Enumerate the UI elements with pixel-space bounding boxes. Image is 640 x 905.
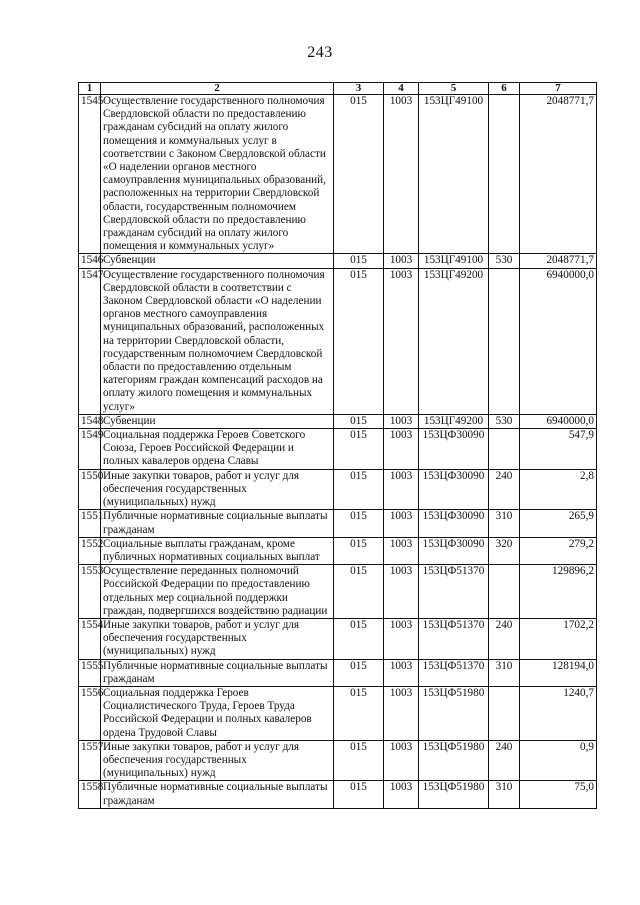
header-col-1: 1: [79, 83, 101, 95]
row-code-target: 153ЦФ30090: [419, 510, 489, 537]
row-code-ministry: 015: [334, 659, 384, 686]
row-code-section: 1003: [384, 254, 419, 268]
row-name: Субвенции: [101, 414, 334, 428]
row-number: 1553: [79, 565, 101, 619]
row-number: 1547: [79, 268, 101, 414]
table-row: [79, 618, 597, 659]
table-row: [79, 659, 597, 686]
row-code-ministry: 015: [334, 429, 384, 470]
row-code-ministry: 015: [334, 95, 384, 254]
row-amount: 2,8: [520, 469, 597, 510]
row-code-ministry: 015: [334, 781, 384, 808]
row-number: 1546: [79, 254, 101, 268]
row-code-ministry: 015: [334, 686, 384, 740]
header-col-3: 3: [334, 83, 384, 95]
table-row: [79, 510, 597, 537]
table-row: [79, 781, 597, 808]
row-name: Иные закупки товаров, работ и услуг для обеспечения государственных (муниципальных) нужд: [101, 618, 334, 659]
row-name: Публичные нормативные социальные выплаты гражданам: [101, 510, 334, 537]
row-amount: 128194,0: [520, 659, 597, 686]
row-code-ministry: 015: [334, 469, 384, 510]
row-code-section: 1003: [384, 781, 419, 808]
row-code-ministry: 015: [334, 414, 384, 428]
row-code-section: 1003: [384, 510, 419, 537]
row-code-section: 1003: [384, 469, 419, 510]
row-code-ministry: 015: [334, 537, 384, 564]
row-amount: 265,9: [520, 510, 597, 537]
row-number: 1555: [79, 659, 101, 686]
row-code-target: 153ЦФ51370: [419, 659, 489, 686]
row-code-expense-type: [489, 686, 520, 740]
row-code-section: 1003: [384, 95, 419, 254]
row-code-section: 1003: [384, 268, 419, 414]
row-code-section: 1003: [384, 414, 419, 428]
row-amount: 6940000,0: [520, 268, 597, 414]
row-amount: 0,9: [520, 740, 597, 781]
row-code-section: 1003: [384, 686, 419, 740]
row-number: 1556: [79, 686, 101, 740]
row-code-section: 1003: [384, 537, 419, 564]
row-name: Социальные выплаты гражданам, кроме публичных нормативных социальных выплат: [101, 537, 334, 564]
row-number: 1558: [79, 781, 101, 808]
row-code-expense-type: [489, 268, 520, 414]
row-code-target: 153ЦФ51980: [419, 740, 489, 781]
row-number: 1552: [79, 537, 101, 564]
row-name: Осуществление переданных полномочий Российской Федерации по предоставлению отдельных мер социальной поддержки граждан, подвергшихся воздействию радиации: [101, 565, 334, 619]
row-code-expense-type: 310: [489, 659, 520, 686]
row-name: Иные закупки товаров, работ и услуг для обеспечения государственных (муниципальных) нужд: [101, 469, 334, 510]
row-code-target: 153ЦГ49100: [419, 95, 489, 254]
row-amount: 129896,2: [520, 565, 597, 619]
row-amount: 279,2: [520, 537, 597, 564]
row-code-target: 153ЦФ51370: [419, 618, 489, 659]
header-col-6: 6: [489, 83, 520, 95]
table-row: [79, 565, 597, 619]
row-number: 1549: [79, 429, 101, 470]
row-code-ministry: 015: [334, 510, 384, 537]
row-code-expense-type: 310: [489, 781, 520, 808]
row-code-ministry: 015: [334, 254, 384, 268]
row-number: 1550: [79, 469, 101, 510]
row-code-expense-type: [489, 429, 520, 470]
row-name: Осуществление государственного полномочия Свердловской области в соответствии с Законом Свердловской области «О наделении органов местного самоуправления муниципальных образований, расположенных на территории Свердловской области, государственным полномочием Свердловской области по предоставлению отдельным категориям граждан компенсаций расходов на оплату жилого помещения и коммунальных услуг»: [101, 268, 334, 414]
row-name: Публичные нормативные социальные выплаты гражданам: [101, 781, 334, 808]
table-row: [79, 254, 597, 268]
row-code-ministry: 015: [334, 565, 384, 619]
table-row: [79, 268, 597, 414]
table-row: [79, 740, 597, 781]
row-code-target: 153ЦГ49100: [419, 254, 489, 268]
row-code-section: 1003: [384, 618, 419, 659]
row-code-target: 153ЦФ51370: [419, 565, 489, 619]
row-code-target: 153ЦФ30090: [419, 537, 489, 564]
row-amount: 1240,7: [520, 686, 597, 740]
row-code-target: 153ЦГ49200: [419, 414, 489, 428]
row-name: Социальная поддержка Героев Социалистического Труда, Героев Труда Российской Федерации и полных кавалеров ордена Трудовой Славы: [101, 686, 334, 740]
row-code-ministry: 015: [334, 618, 384, 659]
row-amount: 547,9: [520, 429, 597, 470]
budget-table: [78, 82, 597, 809]
row-code-target: 153ЦГ49200: [419, 268, 489, 414]
row-code-target: 153ЦФ30090: [419, 469, 489, 510]
row-code-expense-type: 530: [489, 254, 520, 268]
table-body: [79, 95, 597, 809]
row-amount: 75,0: [520, 781, 597, 808]
row-code-expense-type: 240: [489, 740, 520, 781]
header-col-2: 2: [101, 83, 334, 95]
table-header-row: [79, 83, 597, 95]
row-amount: 2048771,7: [520, 254, 597, 268]
header-col-7: 7: [520, 83, 597, 95]
row-code-target: 153ЦФ51980: [419, 781, 489, 808]
row-code-section: 1003: [384, 659, 419, 686]
row-number: 1548: [79, 414, 101, 428]
row-amount: 1702,2: [520, 618, 597, 659]
row-name: Публичные нормативные социальные выплаты гражданам: [101, 659, 334, 686]
row-number: 1557: [79, 740, 101, 781]
row-name: Осуществление государственного полномочия Свердловской области по предоставлению гражданам субсидий на оплату жилого помещения и коммунальных услуг в соответствии с Законом Свердловской области «О наделении органов местного самоуправления муниципальных образований, расположенных на территории Свердловской области, государственным полномочием Свердловской области по предоставлению гражданам субсидий на оплату жилого помещения и коммунальных услуг»: [101, 95, 334, 254]
row-code-ministry: 015: [334, 268, 384, 414]
row-code-expense-type: 240: [489, 469, 520, 510]
table-row: [79, 95, 597, 254]
header-col-4: 4: [384, 83, 419, 95]
row-code-section: 1003: [384, 740, 419, 781]
row-code-expense-type: 240: [489, 618, 520, 659]
row-number: 1545: [79, 95, 101, 254]
page-number: 243: [307, 44, 333, 61]
row-code-ministry: 015: [334, 740, 384, 781]
row-code-expense-type: [489, 95, 520, 254]
row-code-target: 153ЦФ30090: [419, 429, 489, 470]
row-code-section: 1003: [384, 429, 419, 470]
row-code-section: 1003: [384, 565, 419, 619]
row-number: 1554: [79, 618, 101, 659]
row-code-expense-type: 310: [489, 510, 520, 537]
row-name: Субвенции: [101, 254, 334, 268]
row-code-expense-type: 320: [489, 537, 520, 564]
table-row: [79, 686, 597, 740]
header-col-5: 5: [419, 83, 489, 95]
table-row: [79, 414, 597, 428]
row-code-expense-type: [489, 565, 520, 619]
table-row: [79, 469, 597, 510]
table-row: [79, 429, 597, 470]
row-code-expense-type: 530: [489, 414, 520, 428]
row-code-target: 153ЦФ51980: [419, 686, 489, 740]
row-amount: 2048771,7: [520, 95, 597, 254]
row-name: Иные закупки товаров, работ и услуг для обеспечения государственных (муниципальных) нужд: [101, 740, 334, 781]
row-name: Социальная поддержка Героев Советского Союза, Героев Российской Федерации и полных кавалеров ордена Славы: [101, 429, 334, 470]
table-row: [79, 537, 597, 564]
row-amount: 6940000,0: [520, 414, 597, 428]
row-number: 1551: [79, 510, 101, 537]
